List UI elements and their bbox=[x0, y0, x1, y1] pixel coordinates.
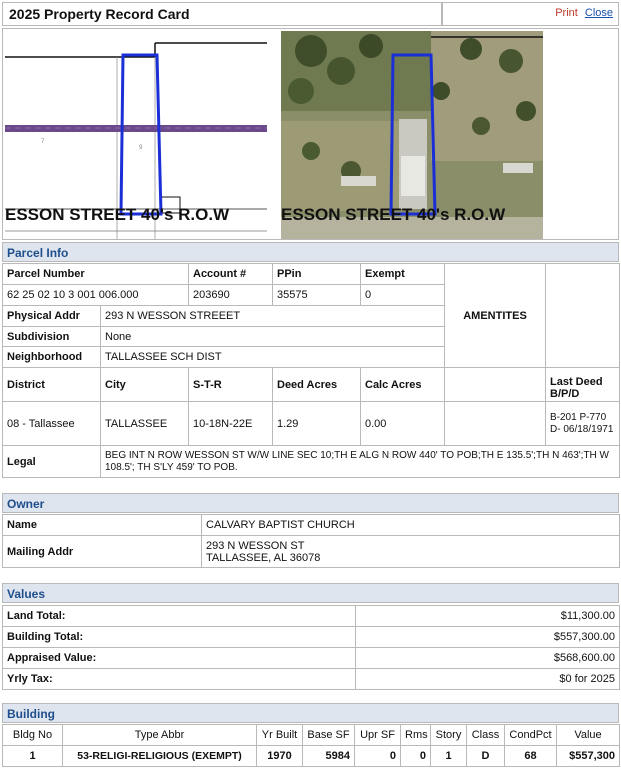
values-heading: Values bbox=[2, 583, 619, 603]
last-deed-value: B-201 P-770 D- 06/18/1971 bbox=[546, 402, 620, 446]
owner-name-label: Name bbox=[3, 515, 202, 536]
spacer-cell-2 bbox=[445, 402, 546, 446]
account-number: 203690 bbox=[189, 285, 273, 306]
parcel-info-heading: Parcel Info bbox=[2, 242, 619, 262]
col-ppin: PPin bbox=[273, 264, 361, 285]
col-value: Value bbox=[557, 725, 620, 746]
amenities-value bbox=[546, 264, 620, 368]
mailing-addr bbox=[202, 536, 620, 568]
col-city: City bbox=[101, 368, 189, 402]
upr-sf: 0 bbox=[355, 746, 401, 767]
parcel-info-section bbox=[0, 263, 620, 478]
col-district: District bbox=[3, 368, 101, 402]
values-table bbox=[2, 605, 620, 690]
subdivision-label: Subdivision bbox=[3, 327, 101, 347]
header-links bbox=[442, 2, 619, 26]
condpct: 68 bbox=[505, 746, 557, 767]
appraised-value: $568,600.00 bbox=[356, 648, 620, 669]
page-title: 2025 Property Record Card bbox=[2, 2, 442, 26]
district-value: 08 - Tallassee bbox=[3, 402, 101, 446]
yr-built: 1970 bbox=[257, 746, 303, 767]
col-bldg-no: Bldg No bbox=[3, 725, 63, 746]
physical-addr-label: Physical Addr bbox=[3, 306, 101, 327]
base-sf: 5984 bbox=[303, 746, 355, 767]
col-base-sf: Base SF bbox=[303, 725, 355, 746]
building-total: $557,300.00 bbox=[356, 627, 620, 648]
parcel-sketch-map bbox=[5, 31, 267, 239]
calc-acres-value: 0.00 bbox=[361, 402, 445, 446]
col-condpct: CondPct bbox=[505, 725, 557, 746]
yearly-tax: $0 for 2025 bbox=[356, 669, 620, 690]
parcel-info-table bbox=[2, 263, 620, 478]
rms: 0 bbox=[401, 746, 431, 767]
amenities-label: AMENTITES bbox=[445, 264, 546, 368]
svg-text:9: 9 bbox=[139, 145, 143, 151]
land-total-label: Land Total: bbox=[3, 606, 356, 627]
mailing-addr-label: Mailing Addr bbox=[3, 536, 202, 568]
legal-label: Legal bbox=[3, 446, 101, 478]
col-calc-acres: Calc Acres bbox=[361, 368, 445, 402]
building-heading: Building bbox=[2, 703, 619, 723]
neighborhood-label: Neighborhood bbox=[3, 347, 101, 368]
col-str: S-T-R bbox=[189, 368, 273, 402]
class: D bbox=[467, 746, 505, 767]
mailing-line-2: TALLASSEE, AL 36078 bbox=[206, 551, 321, 564]
col-class: Class bbox=[467, 725, 505, 746]
table-row bbox=[3, 746, 620, 767]
building-value: $557,300 bbox=[557, 746, 620, 767]
col-type-abbr: Type Abbr bbox=[63, 725, 257, 746]
owner-section bbox=[0, 514, 620, 568]
building-section bbox=[0, 724, 620, 767]
svg-text:7: 7 bbox=[41, 139, 45, 145]
col-story: Story bbox=[431, 725, 467, 746]
parcel-aerial-photo bbox=[281, 31, 543, 239]
subdivision-value: None bbox=[101, 327, 445, 347]
legal-description: BEG INT N ROW WESSON ST W/W LINE SEC 10;TH E ALG N ROW 440' TO POB;TH E 135.5';TH N 463';TH W 108.5'; TH S'LY 459' TO POB. bbox=[101, 446, 620, 478]
col-last-deed: Last Deed B/P/D bbox=[546, 368, 620, 402]
col-account: Account # bbox=[189, 264, 273, 285]
city-value: TALLASSEE bbox=[101, 402, 189, 446]
appraised-value-label: Appraised Value: bbox=[3, 648, 356, 669]
col-deed-acres: Deed Acres bbox=[273, 368, 361, 402]
header bbox=[0, 0, 621, 28]
print-link[interactable]: Print bbox=[555, 7, 578, 19]
owner-heading: Owner bbox=[2, 493, 619, 513]
ppin-value: 35575 bbox=[273, 285, 361, 306]
building-total-label: Building Total: bbox=[3, 627, 356, 648]
col-parcel-number: Parcel Number bbox=[3, 264, 189, 285]
col-upr-sf: Upr SF bbox=[355, 725, 401, 746]
owner-name: CALVARY BAPTIST CHURCH bbox=[202, 515, 620, 536]
story: 1 bbox=[431, 746, 467, 767]
col-rms: Rms bbox=[401, 725, 431, 746]
yearly-tax-label: Yrly Tax: bbox=[3, 669, 356, 690]
close-link[interactable]: Close bbox=[584, 7, 613, 19]
spacer-cell bbox=[445, 368, 546, 402]
building-table bbox=[2, 724, 620, 767]
deed-acres-value: 1.29 bbox=[273, 402, 361, 446]
col-yr-built: Yr Built bbox=[257, 725, 303, 746]
owner-table bbox=[2, 514, 620, 568]
values-section bbox=[0, 605, 620, 690]
exempt-value: 0 bbox=[361, 285, 445, 306]
bldg-no: 1 bbox=[3, 746, 63, 767]
type-abbr: 53-RELIGI-RELIGIOUS (EXEMPT) bbox=[63, 746, 257, 767]
land-total: $11,300.00 bbox=[356, 606, 620, 627]
street-label: ESSON STREET 40's R.O.W bbox=[5, 205, 230, 224]
parcel-number: 62 25 02 10 3 001 006.000 bbox=[3, 285, 189, 306]
parcel-images bbox=[2, 28, 619, 240]
street-label-aerial: ESSON STREET 40's R.O.W bbox=[281, 205, 506, 224]
physical-addr: 293 N WESSON STREEET bbox=[101, 306, 445, 327]
neighborhood-value: TALLASSEE SCH DIST bbox=[101, 347, 445, 368]
col-exempt: Exempt bbox=[361, 264, 445, 285]
str-value: 10-18N-22E bbox=[189, 402, 273, 446]
mailing-line-1: 293 N WESSON ST bbox=[206, 539, 305, 552]
